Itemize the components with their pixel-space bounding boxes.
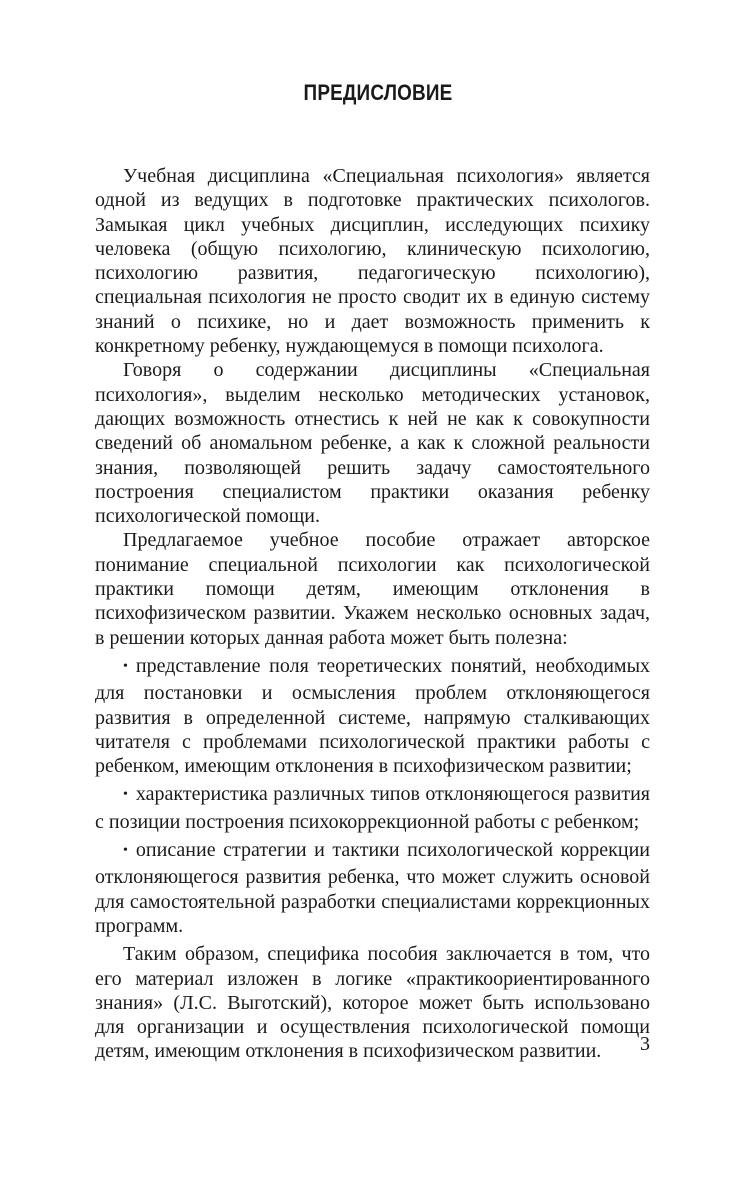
body-text <box>95 164 650 1064</box>
bullet-icon: • <box>123 658 128 674</box>
paragraph-methodology: Говоря о содержании дисциплины «Специальная психология», выделим несколько методических установок, дающих возможность отнестись к ней не как к совокупности сведений об аномальном ребенке, а как к сложной реальности знания, позволяющей решить задачу самостоятельного построения специалистом практики оказания ребенку психологической помощи. <box>95 359 650 528</box>
paragraph-intro: Учебная дисциплина «Специальная психология» является одной из ведущих в подготовке практических психологов. Замыкая цикл учебных дисциплин, исследующих психику человека (общую психологию, клиническую психологию, психологию развития, педагогическую психологию), специальная психология не просто сводит их в единую систему знаний о психике, но и дает возможность применить к конкретному ребенку, нуждающемуся в помощи психолога. <box>95 165 650 358</box>
list-item <box>95 838 650 938</box>
list-item <box>95 654 650 778</box>
page-number: 3 <box>640 1033 650 1055</box>
list-item-text: характеристика различных типов отклоняющегося развития с позиции построения психокоррекционной работы с ребенком; <box>95 783 650 833</box>
list-item <box>95 782 650 834</box>
bullet-icon: • <box>123 787 128 803</box>
list-item-text: представление поля теоретических понятий, необходимых для постановки и осмысления проблем отклоняющегося развития в определенной системе, напрямую сталкивающих читателя с проблемами психологической практики работы с ребенком, имеющим отклонения в психофизическом развитии; <box>95 654 650 778</box>
page-title: ПРЕДИСЛОВИЕ <box>303 80 453 105</box>
paragraph-conclusion: Таким образом, специфика пособия заключается в том, что его материал изложен в логике «практикоориентированного знания» (Л.С. Выготский), которое может быть использовано для организации и осуществления психологической помощи детям, имеющим отклонения в психофизическом развитии. <box>95 943 650 1063</box>
paragraph-tasks: Предлагаемое учебное пособие отражает авторское понимание специальной психологии как психологической практики помощи детям, имеющим отклонения в психофизическом развитии. Укажем несколько основных задач, в решении которых данная работа может быть полезна: <box>95 529 650 649</box>
list-item-text: описание стратегии и тактики психологической коррекции отклоняющегося развития ребенка, что может служить основой для самостоятельной разработки специалистами коррекционных программ. <box>95 839 650 937</box>
bullet-icon: • <box>123 843 128 859</box>
